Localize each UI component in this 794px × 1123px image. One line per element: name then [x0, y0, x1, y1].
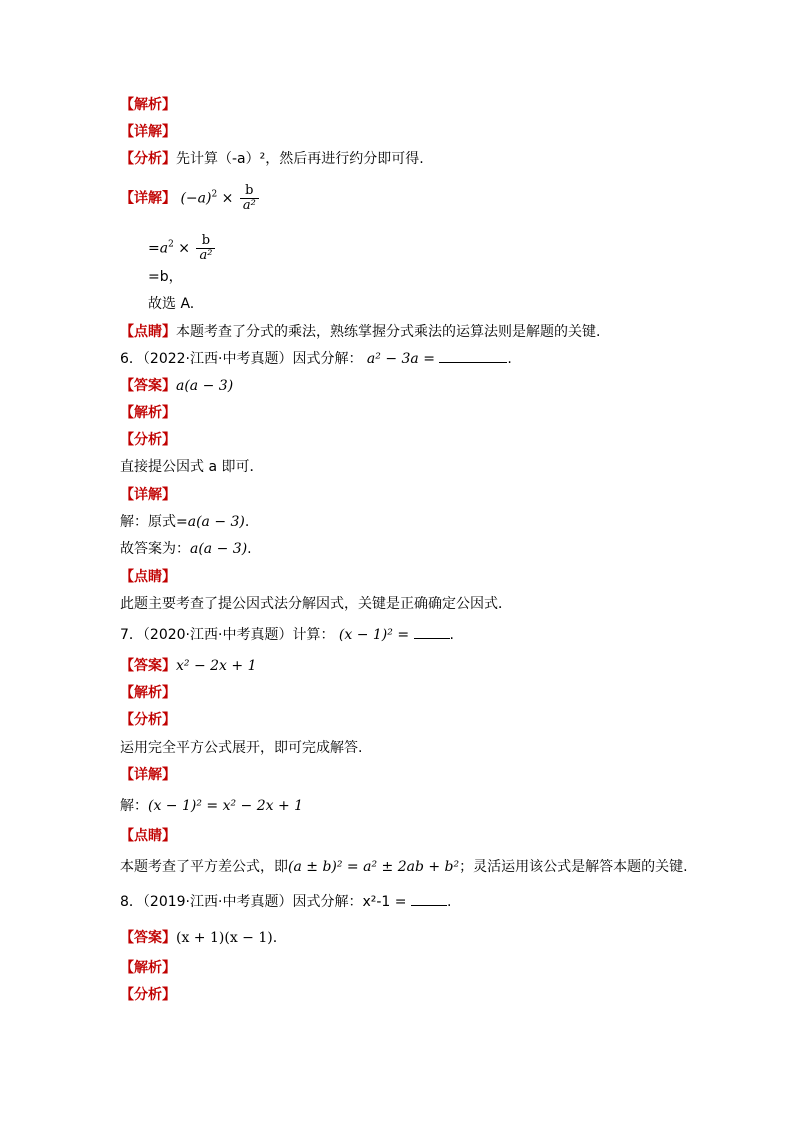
q8-fenxi-label: 【分析】	[120, 987, 176, 1003]
fenxi-label: 【分析】	[120, 151, 176, 167]
q6-final-prefix: 故答案为：	[120, 541, 190, 557]
fraction-numerator: b	[245, 183, 254, 198]
q8-source: （2019·江西·中考真题）	[142, 894, 293, 910]
q6-jiexi-label: 【解析】	[120, 405, 176, 421]
q6-end: .	[507, 351, 512, 367]
q7-dianjing-suffix: ；灵活运用该公式是解答本题的关键.	[459, 859, 688, 875]
times-sign: ×	[178, 240, 190, 257]
q6-solution-expr: a(a − 3)	[187, 514, 245, 530]
prev-fenxi-line	[120, 150, 424, 168]
q7-stem	[120, 626, 454, 644]
q6-solution-prefix: 解：原式=	[120, 514, 188, 530]
q6-answer: a(a − 3)	[176, 378, 234, 394]
q7-source: （2020·江西·中考真题）	[142, 627, 293, 643]
xiangjie-label: 【详解】	[120, 124, 176, 140]
fraction-denominator: a²	[240, 198, 259, 213]
q6-stem	[120, 350, 512, 368]
q7-dianjing-prefix: 本题考查了平方差公式，即	[120, 859, 288, 875]
fraction-numerator: b	[201, 233, 211, 248]
q6-source: （2022·江西·中考真题）	[142, 351, 293, 367]
q6-blank	[439, 350, 507, 363]
daan-label: 【答案】	[120, 378, 176, 394]
q6-dianjing-label: 【点睛】	[120, 569, 176, 585]
q7-dianjing-line	[120, 858, 688, 876]
prev-dianjing-line	[120, 323, 600, 341]
q8-number: 8．	[120, 894, 143, 910]
q6-number: 6．	[120, 351, 143, 367]
q6-prompt: 因式分解：	[292, 351, 363, 367]
q8-answer: (x + 1)(x − 1).	[176, 930, 278, 946]
q6-fenxi-text: 直接提公因式 a 即可．	[120, 459, 264, 475]
fraction	[196, 234, 215, 263]
q8-blank	[411, 893, 447, 906]
q6-final-expr: a(a − 3)	[190, 541, 248, 557]
q7-solution-prefix: 解：	[120, 798, 148, 814]
q6-xiangjie-label: 【详解】	[120, 487, 176, 503]
q6-final-end: .	[247, 541, 252, 557]
q7-solution-expr: (x − 1)² = x² − 2x + 1	[148, 798, 304, 814]
q7-expr: (x − 1)² =	[338, 627, 410, 643]
jiexi-label: 【解析】	[120, 97, 176, 113]
prev-step3: =b，	[148, 269, 183, 285]
q7-jiexi-label: 【解析】	[120, 685, 176, 701]
expr-exp: 2	[211, 189, 218, 200]
q8-stem	[120, 893, 451, 911]
q7-fenxi-label: 【分析】	[120, 712, 176, 728]
q7-end: .	[449, 627, 454, 643]
q8-end: .	[446, 894, 452, 910]
q8-answer-line	[120, 929, 277, 947]
dianjing-label: 【点睛】	[120, 324, 176, 340]
q7-number: 7．	[120, 627, 143, 643]
q6-answer-line	[120, 377, 233, 395]
q8-prompt: 因式分解：x²-1 =	[292, 894, 407, 910]
q6-expr: a² − 3a =	[366, 351, 435, 367]
times-sign: ×	[221, 190, 234, 207]
q7-blank	[414, 626, 450, 639]
q7-prompt: 计算：	[292, 627, 335, 643]
prev-xiangjie-line	[120, 184, 259, 213]
q6-final-line	[120, 540, 252, 558]
q7-fenxi-text: 运用完全平方公式展开，即可完成解答.	[120, 740, 363, 756]
step2-prefix: =a	[148, 240, 169, 257]
expr-base: (−a)	[180, 190, 212, 207]
q6-fenxi-label: 【分析】	[120, 432, 176, 448]
prev-step2-line	[148, 234, 215, 263]
q7-dianjing-formula: (a ± b)² = a² ± 2ab + b²	[288, 859, 460, 875]
q6-dianjing-text: 此题主要考查了提公因式法分解因式，关键是正确确定公因式．	[120, 596, 512, 612]
q7-solution-line	[120, 797, 303, 815]
prev-fenxi-text: 先计算（-a）²，然后再进行约分即可得.	[176, 151, 424, 167]
q7-answer: x² − 2x + 1	[176, 658, 257, 674]
q7-xiangjie-label: 【详解】	[120, 767, 176, 783]
q7-answer-line	[120, 657, 256, 675]
q6-solution-line	[120, 513, 249, 531]
prev-choose: 故选 A.	[148, 296, 195, 312]
fraction	[240, 184, 259, 213]
q7-dianjing-label: 【点睛】	[120, 828, 176, 844]
q6-solution-end: .	[244, 514, 250, 530]
step2-exp: 2	[168, 239, 174, 250]
prev-dianjing-text: 本题考查了分式的乘法，熟练掌握分式乘法的运算法则是解题的关键.	[176, 324, 601, 340]
daan-label: 【答案】	[120, 930, 176, 946]
xiangjie-label: 【详解】	[120, 190, 176, 207]
daan-label: 【答案】	[120, 658, 176, 674]
fraction-denominator: a²	[196, 248, 215, 263]
q8-jiexi-label: 【解析】	[120, 960, 176, 976]
